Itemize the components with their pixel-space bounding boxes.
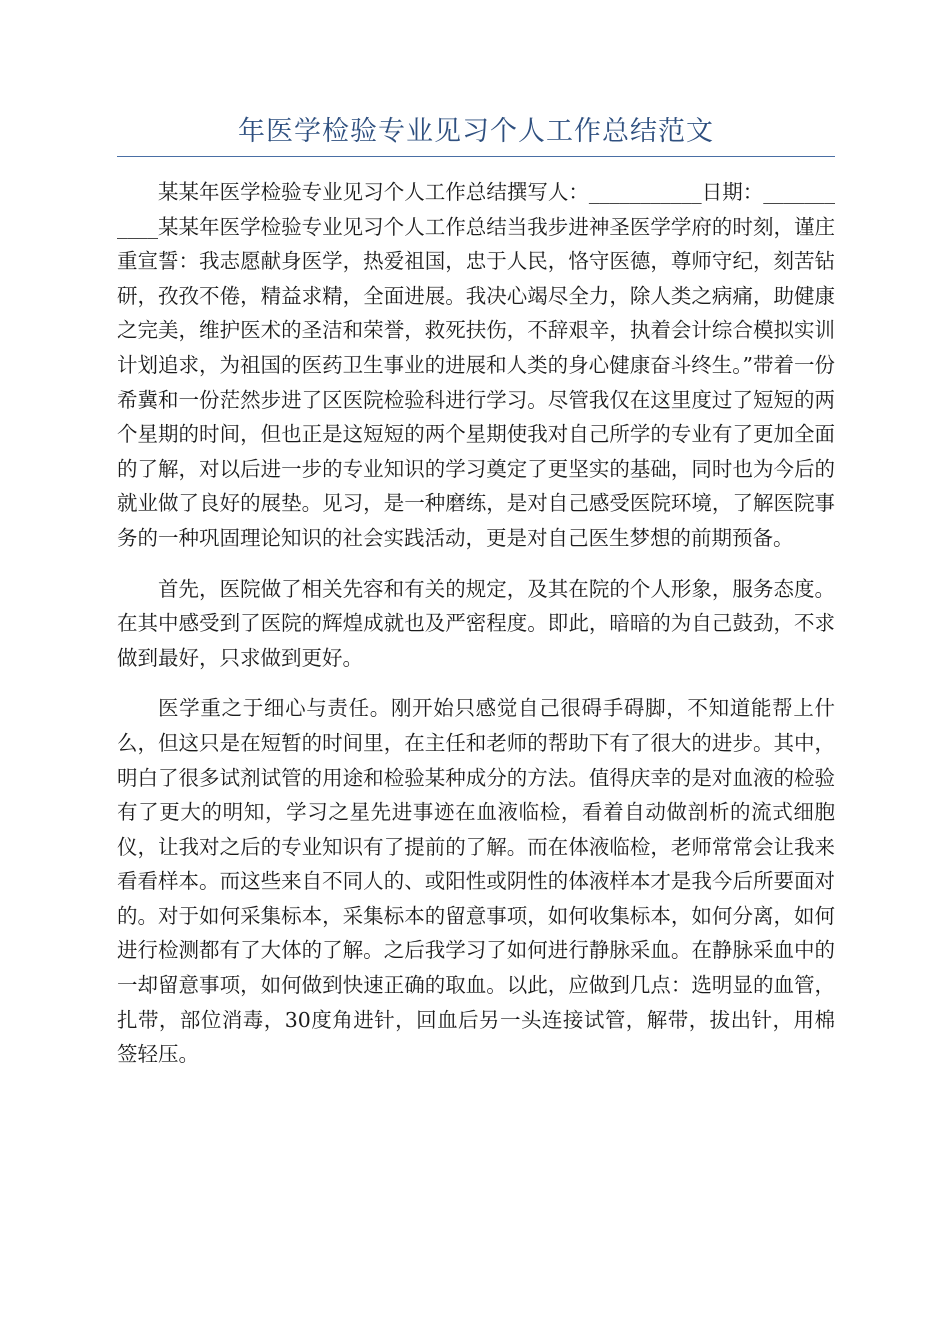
document-title: 年医学检验专业见习个人工作总结范文	[117, 110, 835, 157]
document-page	[117, 110, 835, 1088]
paragraph-intro: 某某年医学检验专业见习个人工作总结撰写人：___________日期：___________某某年医学检验专业见习个人工作总结当我步进神圣医学学府的时刻，谨庄重宣誓：我志愿献身医学，热爱祖国，忠于人民，恪守医德，尊师守纪，刻苦钻研，孜孜不倦，精益求精，全面进展。我决心竭尽全力，除人类之病痛，助健康之完美，维护医术的圣洁和荣誉，救死扶伤，不辞艰辛，执着会计综合模拟实训计划追求，为祖国的医药卫生事业的进展和人类的身心健康奋斗终生。”带着一份希冀和一份茫然步进了区医院检验科进行学习。尽管我仅在这里度过了短短的两个星期的时间，但也正是这短短的两个星期使我对自己所学的专业有了更加全面的了解，对以后进一步的专业知识的学习奠定了更坚实的基础，同时也为今后的就业做了良好的展垫。见习，是一种磨练，是对自己感受医院环境，了解医院事务的一种巩固理论知识的社会实践活动，更是对自己医生梦想的前期预备。	[117, 180, 835, 550]
paragraph-medicine: 医学重之于细心与责任。刚开始只感觉自己很碍手碍脚，不知道能帮上什么，但这只是在短暂的时间里，在主任和老师的帮助下有了很大的进步。其中，明白了很多试剂试管的用途和检验某种成分的方法。值得庆幸的是对血液的检验有了更大的明知，学习之星先进事迹在血液临检，看着自动做剖析的流式细胞仪，让我对之后的专业知识有了提前的了解。而在体液临检，老师常常会让我来看看样本。而这些来自不同人的、或阳性或阴性的体液样本才是我今后所要面对的。对于如何采集标本，采集标本的留意事项，如何收集标本，如何分离，如何进行检测都有了大体的了解。之后我学习了如何进行静脉采血。在静脉采血中的一却留意事项，如何做到快速正确的取血。以此，应做到几点：选明显的血管，扎带，部位消毒，30度角进针，回血后另一头连接试管，解带，拔出针，用棉签轻压。	[117, 696, 835, 1067]
paragraph-first: 首先，医院做了相关先容和有关的规定，及其在院的个人形象，服务态度。在其中感受到了医院的辉煌成就也及严密程度。即此，暗暗的为自己鼓劲，不求做到最好，只求做到更好。	[117, 576, 835, 670]
